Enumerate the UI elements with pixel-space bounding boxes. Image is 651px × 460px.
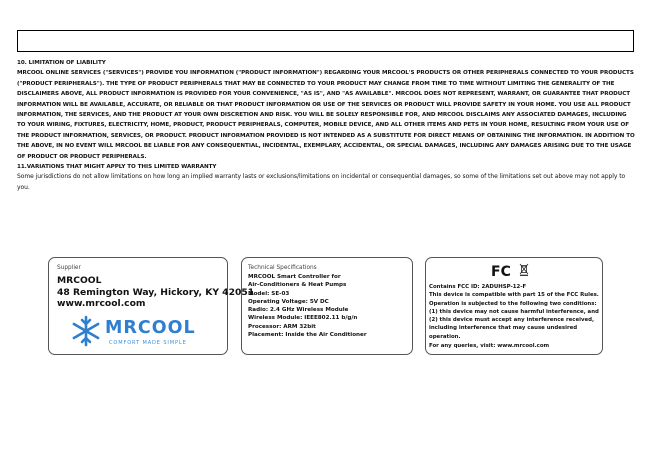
spec-line: Model: SE-03 <box>248 290 290 297</box>
section-11-title: 11.VARIATIONS THAT MIGHT APPLY TO THIS LIMITED WARRANTY <box>17 164 217 171</box>
supplier-address: 48 Remington Way, Hickory, KY 42051 <box>57 287 255 298</box>
spec-line: Wireless Module: IEEE802.11 b/g/n <box>248 315 358 322</box>
specifications-panel <box>241 257 413 355</box>
specifications-list <box>248 273 367 339</box>
section-10-body: MRCOOL ONLINE SERVICES ("SERVICES") PROVIDE YOU INFORMATION ("PRODUCT INFORMATION") REGARDING YOUR MRCOOL'S PRODUCTS OR OTHER PERIPHERALS CONNECTED TO YOUR PRODUCTS ("PRODUCT PERIPHERALS"). THE TYPE OF PRODUCT PERIPHERALS THAT MAY BE CONNECTED TO YOUR PRODUCT MAY CHANGE FROM TIME TO TIME WITHOUT LIMITING THE GENERALITY OF THE DISCLAIMERS ABOVE, ALL PRODUCT INFORMATION IS PROVIDED FOR YOUR CONVENIENCE, "AS IS", AND "AS AVAILABLE". MRCOOL DOES NOT REPRESENT, WARRANT, OR GUARANTEE THAT PRODUCT INFORMATION WILL BE AVAILABLE, ACCURATE, OR RELIABLE OR THAT PRODUCT INFORMATION OR USE OF THE SERVICES OR PRODUCT WILL PROVIDE SAFETY IN YOUR HOME. YOU USE ALL PRODUCT INFORMATION, THE SERVICES, AND THE PRODUCT AT YOUR OWN DISCRETION AND RISK. YOU WILL BE SOLELY RESPONSIBLE FOR, AND MRCOOL DISCLAIMS ANY ASSOCIATED DAMAGES, INCLUDING TO YOUR WIRING, FIXTURES, ELECTRICITY, HOME, PRODUCT, PRODUCT PERIPHERALS, COMPUTER, MOBILE DEVICE, AND ALL OTHER ITEMS AND PETS IN YOUR HOME, RESULTING FROM YOUR USE OF THE PRODUCT INFORMATION, SERVICES, OR PRODUCT. PRODUCT INFORMATION PROVIDED IS NOT INTENDED AS A SUBSTITUTE FOR DIRECT MEANS OF OBTAINING THE INFORMATION. IN ADDITION TO THE ABOVE, IN NO EVENT WILL MRCOOL BE LIABLE FOR ANY CONSEQUENTIAL, INCIDENTAL, EXEMPLARY, ACCIDENTAL, OR SPECIAL DAMAGES, INCLUDING ANY DAMAGES ARISING DUE TO THE USAGE OF PRODUCT OR PRODUCT PERIPHERALS. <box>17 70 635 160</box>
fcc-logo-text: FC <box>491 264 511 280</box>
spec-line: Radio: 2.4 GHz Wireless Module <box>248 307 349 314</box>
section-10-title: 10. LIMITATION OF LIABILITY <box>17 60 106 66</box>
spec-line: MRCOOL Smart Controller for <box>248 274 341 280</box>
fcc-line: including interference that may cause undesired <box>429 325 578 332</box>
legal-text <box>17 58 635 193</box>
fcc-statement <box>429 283 599 341</box>
fcc-logo-icon <box>490 262 512 278</box>
spec-line: Processor: ARM 32bit <box>248 323 316 330</box>
spec-line: Placement: Inside the Air Conditioner <box>248 332 367 339</box>
fcc-line: Contains FCC ID: 2ADUHSP-12-F <box>429 284 527 290</box>
snowflake-logo-icon <box>69 314 103 348</box>
header-bar <box>17 30 634 52</box>
fcc-line: operation. <box>429 333 461 340</box>
section-11-body: Some jurisdictions do not allow limitations on how long an implied warranty lasts or exclusions/limitations on incidental or consequential damages, so some of the limitations set out above may not apply to you. <box>17 173 626 191</box>
supplier-website: www.mrcool.com <box>57 298 146 309</box>
mrcool-logo <box>69 314 217 350</box>
crossed-bin-icon <box>519 263 529 276</box>
supplier-panel <box>48 257 255 355</box>
spec-line: Air-Conditioners & Heat Pumps <box>248 282 347 289</box>
supplier-name: MRCOOL <box>57 275 102 286</box>
fcc-panel <box>425 257 603 355</box>
logo-tagline: COMFORT MADE SIMPLE <box>109 340 187 346</box>
logo-text: MRCOOL <box>105 318 196 338</box>
fcc-line: This device is compatible with part 15 of the FCC Rules. <box>429 292 599 299</box>
fcc-line: Operation is subjected to the following two conditions: <box>429 300 597 307</box>
specifications-label: Technical Specifications <box>248 265 317 271</box>
fcc-queries: For any queries, visit: www.mrcool.com <box>429 343 550 349</box>
fcc-line: (1) this device may not cause harmful interference, and <box>429 308 599 315</box>
supplier-label: Supplier <box>57 265 81 271</box>
fcc-line: (2) this device must accept any interference received, <box>429 317 595 324</box>
spec-line: Operating Voltage: 5V DC <box>248 298 329 305</box>
